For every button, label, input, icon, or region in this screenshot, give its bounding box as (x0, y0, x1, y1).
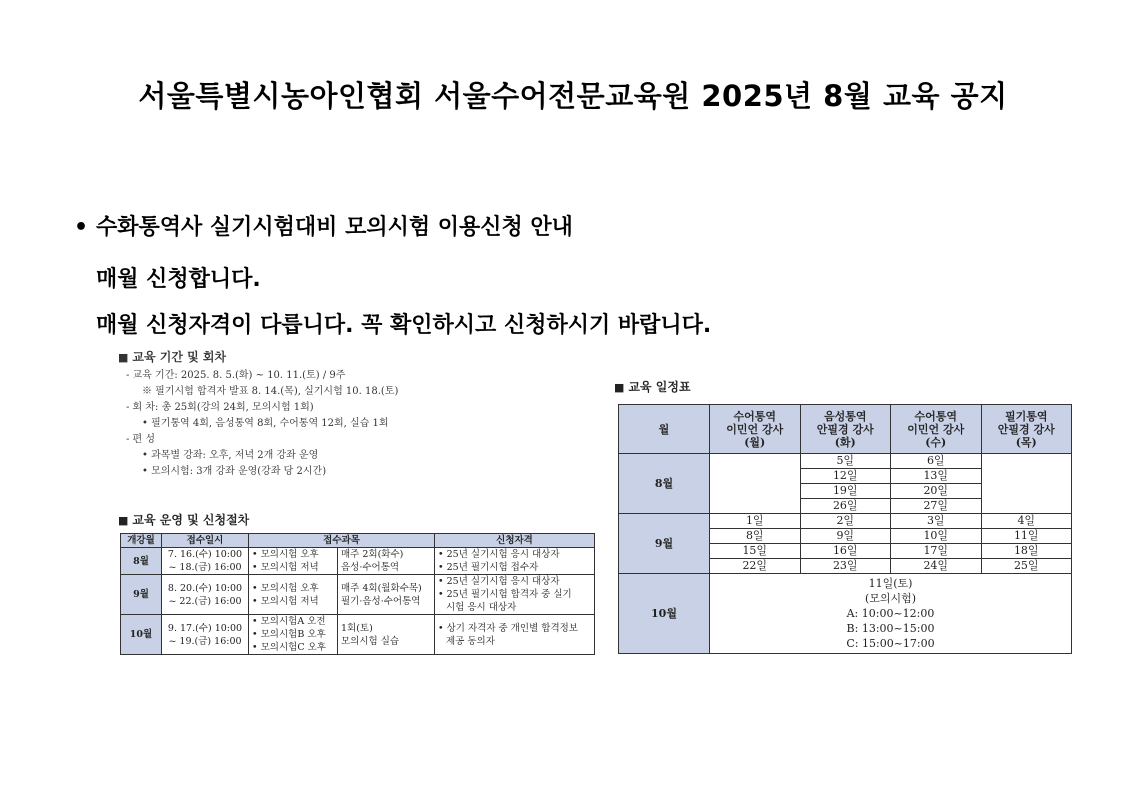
info-line: ※ 필기시험 합격자 발표 8. 14.(목), 실기시험 10. 18.(토) (142, 386, 399, 397)
procedure-title: ■ 교육 운영 및 신청절차 (118, 513, 250, 527)
table-row (619, 454, 1072, 469)
empty-cell (710, 454, 801, 514)
date-cell: 8. 20.(수) 10:00 ~ 22.(금) 16:00 (162, 575, 249, 615)
bullet-icon: • (74, 215, 89, 240)
date-cell: 11일 (981, 529, 1072, 544)
month-cell: 8월 (121, 548, 162, 575)
date-cell: 12일 (800, 469, 891, 484)
month-cell: 9월 (619, 514, 710, 574)
date-cell: 23일 (800, 559, 891, 574)
date-cell: 6일 (891, 454, 982, 469)
subject-cell: • 모의시험 오후 • 모의시험 저녁 (249, 575, 338, 615)
date-cell: 18일 (981, 544, 1072, 559)
info-line: • 과목별 강좌: 오후, 저녁 2개 강좌 운영 (142, 450, 319, 461)
date-cell: 17일 (891, 544, 982, 559)
table-header: 수어통역 이민언 강사 (수) (891, 405, 982, 454)
month-cell: 9월 (121, 575, 162, 615)
table-header: 개강월 (121, 534, 162, 548)
table-header: 음성통역 안필경 강사 (화) (800, 405, 891, 454)
date-cell: 27일 (891, 499, 982, 514)
date-cell: 13일 (891, 469, 982, 484)
content-cell: 매주 4회(월화수목) 필기·음성·수어통역 (338, 575, 435, 615)
date-cell: 8일 (710, 529, 801, 544)
date-cell: 9일 (800, 529, 891, 544)
qualification-cell: • 25년 실기시험 응시 대상자 • 25년 필기시험 합격자 중 실기 시험 응시 대상자 (435, 575, 595, 615)
table-header: 수어통역 이민언 강사 (월) (710, 405, 801, 454)
date-cell: 2일 (800, 514, 891, 529)
table-row (121, 575, 595, 615)
date-cell: 5일 (800, 454, 891, 469)
date-cell: 1일 (710, 514, 801, 529)
table-header: 접수과목 (249, 534, 435, 548)
month-cell: 10월 (619, 574, 710, 654)
notice-line-2: 매월 신청자격이 다릅니다. 꼭 확인하시고 신청하시기 바랍니다. (96, 313, 712, 338)
info-line: - 편 성 (126, 434, 156, 445)
date-cell: 20일 (891, 484, 982, 499)
table-row (619, 574, 1072, 654)
table-header: 접수일시 (162, 534, 249, 548)
info-line: • 필기통역 4회, 음성통역 8회, 수어통역 12회, 실습 1회 (142, 418, 389, 429)
schedule-table (618, 404, 1072, 654)
education-period-section (118, 348, 558, 480)
page-title: 서울특별시농아인협회 서울수어전문교육원 2025년 8월 교육 공지 (138, 79, 1008, 113)
date-cell: 4일 (981, 514, 1072, 529)
mock-exam-cell: 11일(토) (모의시험) A: 10:00~12:00 B: 13:00~15:00 C: 15:00~17:00 (710, 574, 1072, 654)
notice-line-1: 매월 신청합니다. (96, 267, 261, 292)
month-cell: 10월 (121, 615, 162, 655)
date-cell: 25일 (981, 559, 1072, 574)
date-cell: 26일 (800, 499, 891, 514)
date-cell: 16일 (800, 544, 891, 559)
empty-cell (981, 454, 1072, 514)
table-header-row (121, 534, 595, 548)
table-header: 신청자격 (435, 534, 595, 548)
notice-heading-text: 수화통역사 실기시험대비 모의시험 이용신청 안내 (96, 215, 573, 240)
subject-cell: • 모의시험 오후 • 모의시험 저녁 (249, 548, 338, 575)
square-bullet-icon: ■ (118, 351, 129, 364)
square-bullet-icon: ■ (614, 381, 625, 394)
subject-cell: • 모의시험A 오전 • 모의시험B 오후 • 모의시험C 오후 (249, 615, 338, 655)
table-header: 필기통역 안필경 강사 (목) (981, 405, 1072, 454)
date-cell: 7. 16.(수) 10:00 ~ 18.(금) 16:00 (162, 548, 249, 575)
notice-heading (74, 210, 573, 241)
info-line: - 회 차: 총 25회(강의 24회, 모의시험 1회) (126, 402, 314, 413)
date-cell: 3일 (891, 514, 982, 529)
qualification-cell: • 상기 자격자 중 개인별 합격정보 제공 동의자 (435, 615, 595, 655)
date-cell: 15일 (710, 544, 801, 559)
info-line: • 모의시험: 3개 강좌 운영(강좌 당 2시간) (142, 466, 327, 477)
education-period-title: ■ 교육 기간 및 회차 (118, 350, 227, 364)
info-line: - 교육 기간: 2025. 8. 5.(화) ~ 10. 11.(토) / 9주 (126, 370, 346, 381)
date-cell: 24일 (891, 559, 982, 574)
content-cell: 매주 2회(화수) 음성·수어통역 (338, 548, 435, 575)
table-row (121, 615, 595, 655)
table-header-row (619, 405, 1072, 454)
month-cell: 8월 (619, 454, 710, 514)
qualification-cell: • 25년 실기시험 응시 대상자 • 25년 필기시험 접수자 (435, 548, 595, 575)
square-bullet-icon: ■ (118, 514, 129, 527)
table-header: 월 (619, 405, 710, 454)
date-cell: 9. 17.(수) 10:00 ~ 19.(금) 16:00 (162, 615, 249, 655)
date-cell: 10일 (891, 529, 982, 544)
procedure-table (120, 533, 595, 655)
content-cell: 1회(토) 모의시험 실습 (338, 615, 435, 655)
schedule-title: ■ 교육 일정표 (614, 380, 691, 394)
table-row (619, 514, 1072, 529)
date-cell: 22일 (710, 559, 801, 574)
date-cell: 19일 (800, 484, 891, 499)
table-row (121, 548, 595, 575)
